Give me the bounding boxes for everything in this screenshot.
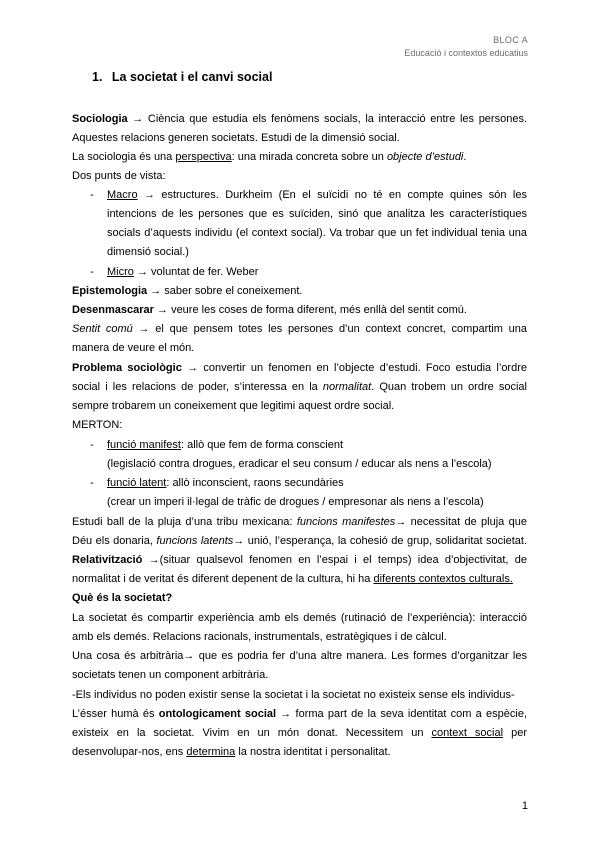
text-line	[72, 360, 527, 376]
italic-term: Sentit comú	[72, 323, 133, 335]
text-span: → convertir un fenomen en l’objecte d’estudi. Foco estudia l’ordre	[181, 362, 527, 374]
text-line	[72, 283, 527, 299]
text-line: amb els demés. Relacions racionals, instrumentals, estratègiques i de càlcul.	[72, 631, 447, 643]
text-line: MERTON:	[72, 419, 123, 431]
text-span: la nostra identitat i personalitat.	[235, 746, 391, 758]
text-span: : una mirada concreta sobre un	[231, 151, 387, 163]
text-span: → el que pensem totes les persones d’un context concret, compartim una	[132, 323, 527, 335]
text-span: : allò inconscient, raons secundàries	[166, 477, 344, 489]
bold-term: Desenmascarar	[72, 304, 154, 316]
text-line	[72, 725, 527, 741]
text-line: Dos punts de vista:	[72, 170, 166, 182]
text-line: societats tenen un component arbitrària.	[72, 669, 269, 681]
italic-term: funcions latents	[156, 535, 234, 547]
text-span: Estudi ball de la pluja d’una tribu mexicana:	[72, 516, 297, 528]
text-line	[72, 379, 527, 395]
text-span: existeix en la societat. Vivim en un món donat. Necessitem un	[72, 727, 432, 739]
text-span: : allò que fem de forma conscient	[180, 439, 344, 451]
text-span: → voluntat de fer. Weber	[133, 266, 259, 278]
text-span: → saber sobre el coneixement.	[147, 285, 303, 297]
bullet-dash: -	[90, 477, 94, 489]
text-line: (crear un imperi il·legal de tràfic de drogues / empresonar als nens a l’escola)	[107, 496, 484, 508]
text-line	[107, 187, 527, 203]
text-span: →(situar qualsevol fenomen en l’espai i el temps) idea d’objectivitat, de	[142, 554, 527, 566]
text-line	[72, 321, 527, 337]
text-span: → unió, l’esperança, la cohesió de grup, solidaritat societat.	[233, 535, 527, 547]
page-title	[92, 70, 272, 84]
text-line	[107, 264, 527, 280]
bullet-dash: -	[90, 266, 94, 278]
text-line	[72, 111, 527, 127]
underlined-term: context social	[431, 727, 504, 739]
text-line: Aquestes relacions generen societats. Estudi de la dimensió social.	[72, 132, 400, 144]
text-line: manera de veure el món.	[72, 342, 195, 354]
text-line: intencions de les persones que es suïciden, sinó que analitza les característiques	[107, 208, 527, 220]
title-text: La societat i el canvi social	[111, 70, 273, 84]
text-span: social i les relacions de poder, s’interessa en la	[72, 381, 323, 393]
text-span: → Ciència que estudia els fenòmens socials, la interacció entre les persones.	[127, 113, 527, 125]
underlined-term: funció latent	[107, 477, 167, 489]
text-line: La societat és compartir experiència amb els demés (rutinació de l’experiència): interacció	[72, 612, 527, 624]
bold-term: Problema sociològic	[72, 362, 182, 374]
title-number: 1.	[92, 70, 103, 84]
header-subject: Educació i contextos educatius	[404, 48, 528, 58]
italic-term: normalitat	[322, 381, 372, 393]
text-line	[72, 552, 527, 568]
bold-term: ontologicament social	[158, 708, 277, 720]
text-span: normalitat i de veritat és diferent depenent de la cultura, hi ha	[72, 573, 374, 585]
text-line	[72, 533, 527, 549]
header-bloc: BLOC A	[493, 35, 528, 45]
underlined-term: Macro	[107, 189, 138, 201]
text-line: dimensió social.)	[107, 246, 189, 258]
text-span: La sociologia és una	[72, 151, 176, 163]
text-span: → estructures. Durkheim (En el suïcidi no té en compte quines són les	[137, 189, 527, 201]
text-line: Una cosa és arbitrària→ que es podria fer d’una altre manera. Les formes d’organitzar les	[72, 650, 527, 662]
text-line	[72, 744, 527, 760]
text-span: → veure les coses de forma diferent, més enllà del sentit comú.	[153, 304, 467, 316]
underlined-term: determina	[186, 746, 236, 758]
text-span: . Quan trobem un ordre social	[371, 381, 527, 393]
term-sociologia: Sociologia	[72, 113, 128, 125]
text-line: sempre trobarem un coneixement que legitimi aquest ordre social.	[72, 400, 395, 412]
italic-term: objecte d’estudi	[386, 151, 464, 163]
bullet-dash: -	[90, 189, 94, 201]
bold-term: Relativització	[72, 554, 143, 566]
italic-term: funcions manifestes	[296, 516, 396, 528]
underlined-term: diferents contextos culturals.	[373, 573, 513, 585]
text-span: per	[503, 727, 527, 739]
text-line: (legislació contra drogues, eradicar el seu consum / educar als nens a l’escola)	[107, 458, 492, 470]
text-line	[72, 514, 527, 530]
bold-term: Epistemologia	[72, 285, 148, 297]
text-line: -Els individus no poden existir sense la societat i la societat no existeix sense els individus-	[72, 689, 515, 701]
text-line	[72, 302, 527, 318]
text-line	[72, 706, 527, 722]
underlined-term: Micro	[107, 266, 134, 278]
text-span: → forma part de la seva identitat com a espècie,	[276, 708, 528, 720]
text-line	[72, 571, 527, 587]
section-heading: Què és la societat?	[72, 592, 173, 604]
text-line: La sociologia és una perspectiva: una mirada concreta sobre un objecte d’estudi.	[72, 151, 467, 163]
bullet-dash: -	[90, 439, 94, 451]
underlined-term: perspectiva	[175, 151, 232, 163]
text-line	[107, 437, 562, 453]
text-span: L’ésser humà és	[72, 708, 159, 720]
underlined-term: funció manifest	[107, 439, 181, 451]
text-span: → necessitat de pluja que	[395, 516, 527, 528]
page-number: 1	[521, 800, 528, 812]
text-line	[107, 475, 562, 491]
text-span: Déu els donaria,	[72, 535, 157, 547]
text-line: socials d’aquests individu (el context social). Va trobar que un fet individual tenia una	[107, 227, 527, 239]
text-span: desenvolupar-nos, ens	[72, 746, 187, 758]
